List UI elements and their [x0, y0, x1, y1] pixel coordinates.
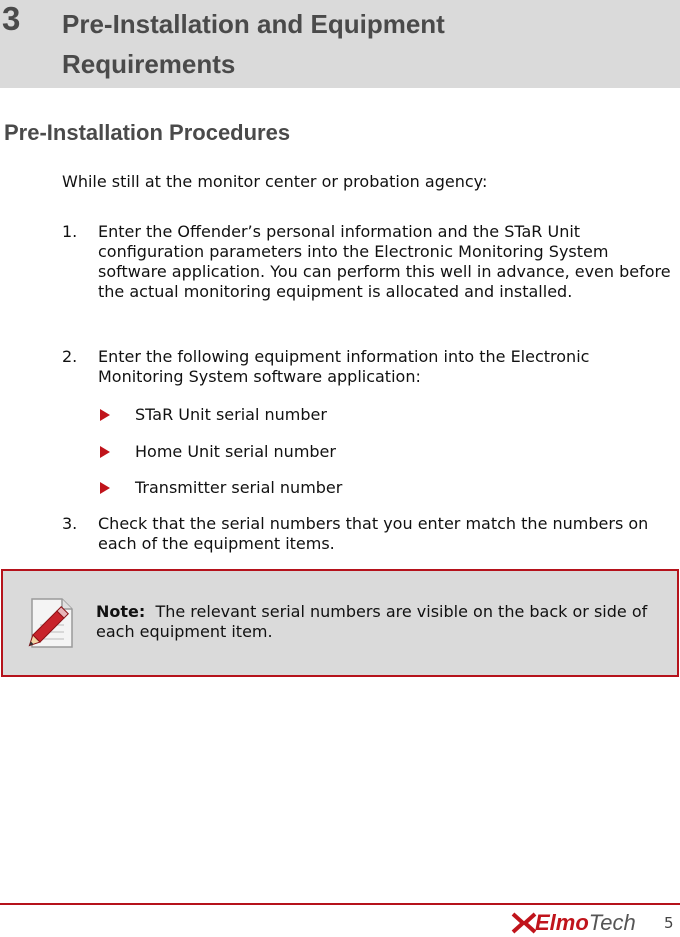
bullet-text: Home Unit serial number [135, 442, 336, 461]
page-number: 5 [664, 914, 674, 932]
pencil-note-icon [28, 595, 76, 651]
chapter-header [0, 0, 680, 88]
logo-text-light: Tech [588, 910, 636, 935]
note-body: The relevant serial numbers are visible on the back or side of each equipment item. [96, 602, 648, 641]
logo-text-bold: Elmo [535, 910, 589, 935]
bullet-arrow-icon [100, 446, 110, 458]
company-logo [511, 910, 653, 936]
chapter-number: 3 [2, 0, 21, 37]
note-callout [1, 569, 679, 677]
bullet-arrow-icon [100, 409, 110, 421]
logo-text [535, 910, 636, 936]
bullet-text: STaR Unit serial number [135, 405, 327, 424]
section-heading: Pre-Installation Procedures [4, 120, 291, 145]
step-text: Check that the serial numbers that you enter match the numbers on each of the equipment items. [98, 514, 649, 553]
note-text [96, 602, 661, 642]
intro-text: While still at the monitor center or probation agency: [62, 172, 488, 191]
footer-divider [0, 903, 680, 905]
note-label: Note: [96, 602, 146, 621]
chapter-title: Pre-Installation and Equipment Requirements [62, 9, 445, 79]
bullet-text: Transmitter serial number [135, 478, 343, 497]
step-number: 1. [62, 222, 78, 241]
step-number: 3. [62, 514, 78, 533]
logo-mark-icon [511, 912, 537, 934]
step-text: Enter the following equipment information into the Electronic Monitoring System software application: [98, 347, 590, 386]
bullet-arrow-icon [100, 482, 110, 494]
step-number: 2. [62, 347, 78, 366]
step-text: Enter the Offender’s personal information and the STaR Unit configuration parameters into the Electronic Monitoring System software application. You can perform this well in advance, even before the actual monitoring equipment is allocated and installed. [98, 222, 671, 301]
